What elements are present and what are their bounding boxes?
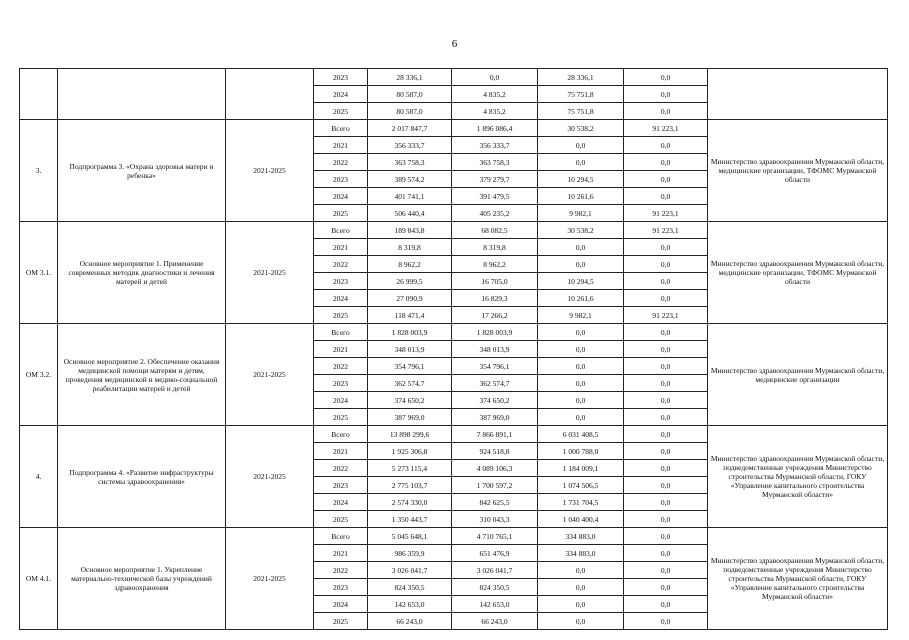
year-cell: 2022 xyxy=(314,358,368,375)
total-cell: 389 574,2 xyxy=(368,171,452,188)
year-cell: Всего xyxy=(314,426,368,443)
table-row xyxy=(20,222,888,239)
total-cell: 142 653,0 xyxy=(368,596,452,613)
page-number: 6 xyxy=(451,38,458,50)
value-cell-2: 10 294,5 xyxy=(538,273,624,290)
table-row xyxy=(20,528,888,545)
value-cell-3: 0,0 xyxy=(624,443,708,460)
item-executors: Министерство здравоохранения Мурманской области, медицинские организации, ТФОМС Мурманской области xyxy=(708,120,888,222)
value-cell-3: 0,0 xyxy=(624,154,708,171)
year-cell: 2025 xyxy=(314,613,368,630)
value-cell-2: 0,0 xyxy=(538,613,624,630)
total-cell: 13 898 299,6 xyxy=(368,426,452,443)
total-cell: 1 828 003,9 xyxy=(368,324,452,341)
item-period: 2021-2025 xyxy=(226,528,314,630)
total-cell: 986 359,9 xyxy=(368,545,452,562)
item-executors: Министерство здравоохранения Мурманской области, подведомственные учреждения Министерство строительства Мурманской области, ГОКУ «Управление капитального строительства Мурманской области» xyxy=(708,528,888,630)
value-cell-2: 0,0 xyxy=(538,239,624,256)
value-cell-2: 0,0 xyxy=(538,392,624,409)
year-cell: Всего xyxy=(314,120,368,137)
value-cell-1: 0,0 xyxy=(452,69,538,86)
value-cell-3: 0,0 xyxy=(624,460,708,477)
total-cell: 5 273 115,4 xyxy=(368,460,452,477)
year-cell: 2021 xyxy=(314,137,368,154)
value-cell-1: 8 962,2 xyxy=(452,256,538,273)
value-cell-3: 0,0 xyxy=(624,239,708,256)
year-cell: 2023 xyxy=(314,477,368,494)
value-cell-2: 9 982,1 xyxy=(538,307,624,324)
value-cell-1: 842 625,5 xyxy=(452,494,538,511)
year-cell: 2021 xyxy=(314,341,368,358)
year-cell: 2024 xyxy=(314,188,368,205)
item-name: Подпрограмма 4. «Развитие инфраструктуры системы здравоохранения» xyxy=(58,426,226,528)
value-cell-2: 1 040 400,4 xyxy=(538,511,624,528)
value-cell-2: 0,0 xyxy=(538,324,624,341)
value-cell-1: 1 700 597,2 xyxy=(452,477,538,494)
table-row xyxy=(20,120,888,137)
period-cell xyxy=(226,69,314,120)
value-cell-3: 0,0 xyxy=(624,375,708,392)
value-cell-1: 1 896 086,4 xyxy=(452,120,538,137)
value-cell-1: 362 574,7 xyxy=(452,375,538,392)
year-cell: 2022 xyxy=(314,460,368,477)
table-row xyxy=(20,324,888,341)
value-cell-3: 91 223,1 xyxy=(624,307,708,324)
total-cell: 80 587,0 xyxy=(368,86,452,103)
value-cell-3: 0,0 xyxy=(624,358,708,375)
value-cell-1: 363 758,3 xyxy=(452,154,538,171)
value-cell-2: 10 261,6 xyxy=(538,290,624,307)
value-cell-2: 28 336,1 xyxy=(538,69,624,86)
total-cell: 348 013,9 xyxy=(368,341,452,358)
value-cell-2: 75 751,8 xyxy=(538,103,624,120)
item-period: 2021-2025 xyxy=(226,426,314,528)
value-cell-3: 0,0 xyxy=(624,596,708,613)
item-name: Основное мероприятие 1. Укрепление материально-технической базы учреждений здравоохранения xyxy=(58,528,226,630)
total-cell: 363 758,3 xyxy=(368,154,452,171)
value-cell-2: 10 294,5 xyxy=(538,171,624,188)
year-cell: 2021 xyxy=(314,239,368,256)
value-cell-1: 3 026 041,7 xyxy=(452,562,538,579)
item-name: Основное мероприятие 1. Применение современных методик диагностики и лечения матерей и детей xyxy=(58,222,226,324)
value-cell-2: 1 000 788,0 xyxy=(538,443,624,460)
value-cell-3: 0,0 xyxy=(624,528,708,545)
total-cell: 5 045 648,1 xyxy=(368,528,452,545)
item-number: 4. xyxy=(20,426,58,528)
total-cell: 2 775 103,7 xyxy=(368,477,452,494)
value-cell-1: 391 479,5 xyxy=(452,188,538,205)
year-cell: Всего xyxy=(314,324,368,341)
value-cell-1: 405 235,2 xyxy=(452,205,538,222)
value-cell-2: 30 538,2 xyxy=(538,222,624,239)
value-cell-1: 824 350,5 xyxy=(452,579,538,596)
value-cell-3: 0,0 xyxy=(624,511,708,528)
value-cell-2: 10 261,6 xyxy=(538,188,624,205)
value-cell-3: 0,0 xyxy=(624,545,708,562)
item-executors: Министерство здравоохранения Мурманской области, медицинские организации, ТФОМС Мурманской области xyxy=(708,222,888,324)
total-cell: 189 843,8 xyxy=(368,222,452,239)
item-number: ОМ 3.2. xyxy=(20,324,58,426)
value-cell-3: 0,0 xyxy=(624,392,708,409)
value-cell-3: 0,0 xyxy=(624,86,708,103)
value-cell-3: 91 223,1 xyxy=(624,120,708,137)
item-name: Основное мероприятие 2. Обеспечение оказания медицинской помощи матерям и детям, проведения медицинской и медико-социальной реабилитации матерей и детей xyxy=(58,324,226,426)
total-cell: 8 319,8 xyxy=(368,239,452,256)
value-cell-2: 0,0 xyxy=(538,256,624,273)
value-cell-3: 0,0 xyxy=(624,426,708,443)
num-cell xyxy=(20,69,58,120)
total-cell: 27 090,9 xyxy=(368,290,452,307)
value-cell-2: 6 031 408,5 xyxy=(538,426,624,443)
year-cell: 2025 xyxy=(314,409,368,426)
value-cell-3: 0,0 xyxy=(624,562,708,579)
value-cell-1: 379 279,7 xyxy=(452,171,538,188)
value-cell-1: 374 650,2 xyxy=(452,392,538,409)
total-cell: 3 026 041,7 xyxy=(368,562,452,579)
value-cell-3: 0,0 xyxy=(624,273,708,290)
year-cell: 2024 xyxy=(314,290,368,307)
value-cell-3: 0,0 xyxy=(624,579,708,596)
year-cell: 2024 xyxy=(314,494,368,511)
total-cell: 1 925 306,8 xyxy=(368,443,452,460)
year-cell: 2025 xyxy=(314,511,368,528)
value-cell-2: 0,0 xyxy=(538,137,624,154)
value-cell-2: 0,0 xyxy=(538,341,624,358)
total-cell: 387 969,0 xyxy=(368,409,452,426)
year-cell: Всего xyxy=(314,528,368,545)
value-cell-3: 0,0 xyxy=(624,103,708,120)
total-cell: 8 962,2 xyxy=(368,256,452,273)
total-cell: 1 350 443,7 xyxy=(368,511,452,528)
total-cell: 506 440,4 xyxy=(368,205,452,222)
total-cell: 824 350,5 xyxy=(368,579,452,596)
year-cell: 2025 xyxy=(314,103,368,120)
total-cell: 26 999,5 xyxy=(368,273,452,290)
name-cell xyxy=(58,69,226,120)
total-cell: 374 650,2 xyxy=(368,392,452,409)
value-cell-1: 17 266,2 xyxy=(452,307,538,324)
year-cell: 2021 xyxy=(314,545,368,562)
value-cell-2: 334 883,0 xyxy=(538,528,624,545)
value-cell-1: 16 705,0 xyxy=(452,273,538,290)
year-cell: 2024 xyxy=(314,596,368,613)
total-cell: 2 017 847,7 xyxy=(368,120,452,137)
total-cell: 362 574,7 xyxy=(368,375,452,392)
total-cell: 354 796,1 xyxy=(368,358,452,375)
year-cell: 2022 xyxy=(314,154,368,171)
year-cell: 2025 xyxy=(314,307,368,324)
year-cell: 2024 xyxy=(314,86,368,103)
year-cell: 2023 xyxy=(314,69,368,86)
value-cell-3: 0,0 xyxy=(624,188,708,205)
value-cell-1: 68 082,5 xyxy=(452,222,538,239)
value-cell-1: 356 333,7 xyxy=(452,137,538,154)
year-cell: 2023 xyxy=(314,171,368,188)
total-cell: 28 336,1 xyxy=(368,69,452,86)
value-cell-3: 0,0 xyxy=(624,69,708,86)
budget-table xyxy=(19,68,888,630)
value-cell-2: 9 982,1 xyxy=(538,205,624,222)
budget-table-body xyxy=(20,69,888,630)
value-cell-1: 387 969,0 xyxy=(452,409,538,426)
value-cell-3: 0,0 xyxy=(624,341,708,358)
year-cell: 2022 xyxy=(314,562,368,579)
year-cell: 2021 xyxy=(314,443,368,460)
value-cell-1: 4 089 106,3 xyxy=(452,460,538,477)
value-cell-1: 1 828 003,9 xyxy=(452,324,538,341)
item-number: 3. xyxy=(20,120,58,222)
item-period: 2021-2025 xyxy=(226,324,314,426)
table-row xyxy=(20,69,888,86)
item-period: 2021-2025 xyxy=(226,120,314,222)
item-period: 2021-2025 xyxy=(226,222,314,324)
value-cell-3: 0,0 xyxy=(624,494,708,511)
value-cell-2: 1 184 009,1 xyxy=(538,460,624,477)
year-cell: 2023 xyxy=(314,273,368,290)
value-cell-3: 0,0 xyxy=(624,137,708,154)
value-cell-1: 8 319,8 xyxy=(452,239,538,256)
value-cell-2: 0,0 xyxy=(538,358,624,375)
value-cell-3: 91 223,1 xyxy=(624,222,708,239)
value-cell-2: 0,0 xyxy=(538,409,624,426)
value-cell-1: 348 013,9 xyxy=(452,341,538,358)
value-cell-2: 0,0 xyxy=(538,596,624,613)
year-cell: 2022 xyxy=(314,256,368,273)
value-cell-1: 354 796,1 xyxy=(452,358,538,375)
value-cell-2: 334 883,0 xyxy=(538,545,624,562)
value-cell-1: 924 518,8 xyxy=(452,443,538,460)
item-name: Подпрограмма 3. «Охрана здоровья матери и ребенка» xyxy=(58,120,226,222)
value-cell-2: 30 538,2 xyxy=(538,120,624,137)
value-cell-2: 0,0 xyxy=(538,154,624,171)
year-cell: Всего xyxy=(314,222,368,239)
total-cell: 66 243,0 xyxy=(368,613,452,630)
value-cell-3: 0,0 xyxy=(624,613,708,630)
item-executors: Министерство здравоохранения Мурманской области, медицинские организации xyxy=(708,324,888,426)
value-cell-1: 4 835,2 xyxy=(452,86,538,103)
value-cell-1: 66 243,0 xyxy=(452,613,538,630)
total-cell: 118 471,4 xyxy=(368,307,452,324)
value-cell-3: 0,0 xyxy=(624,256,708,273)
value-cell-1: 16 829,3 xyxy=(452,290,538,307)
year-cell: 2025 xyxy=(314,205,368,222)
year-cell: 2024 xyxy=(314,392,368,409)
year-cell: 2023 xyxy=(314,375,368,392)
value-cell-2: 75 751,8 xyxy=(538,86,624,103)
value-cell-1: 142 653,0 xyxy=(452,596,538,613)
value-cell-1: 7 866 891,1 xyxy=(452,426,538,443)
value-cell-3: 0,0 xyxy=(624,171,708,188)
table-row xyxy=(20,426,888,443)
total-cell: 2 574 330,0 xyxy=(368,494,452,511)
total-cell: 80 587,0 xyxy=(368,103,452,120)
value-cell-1: 4 710 765,1 xyxy=(452,528,538,545)
item-number: ОМ 3.1. xyxy=(20,222,58,324)
value-cell-1: 4 835,2 xyxy=(452,103,538,120)
value-cell-3: 0,0 xyxy=(624,477,708,494)
value-cell-1: 310 043,3 xyxy=(452,511,538,528)
value-cell-2: 0,0 xyxy=(538,375,624,392)
value-cell-3: 0,0 xyxy=(624,409,708,426)
value-cell-2: 1 074 506,5 xyxy=(538,477,624,494)
item-executors: Министерство здравоохранения Мурманской области, подведомственные учреждения Министерство строительства Мурманской области, ГОКУ «Управление капитального строительства Мурманской области» xyxy=(708,426,888,528)
executors-cell xyxy=(708,69,888,120)
item-number: ОМ 4.1. xyxy=(20,528,58,630)
value-cell-3: 0,0 xyxy=(624,290,708,307)
value-cell-2: 1 731 704,5 xyxy=(538,494,624,511)
value-cell-1: 651 476,9 xyxy=(452,545,538,562)
total-cell: 356 333,7 xyxy=(368,137,452,154)
year-cell: 2023 xyxy=(314,579,368,596)
value-cell-3: 0,0 xyxy=(624,324,708,341)
total-cell: 401 741,1 xyxy=(368,188,452,205)
value-cell-2: 0,0 xyxy=(538,562,624,579)
value-cell-2: 0,0 xyxy=(538,579,624,596)
value-cell-3: 91 223,1 xyxy=(624,205,708,222)
